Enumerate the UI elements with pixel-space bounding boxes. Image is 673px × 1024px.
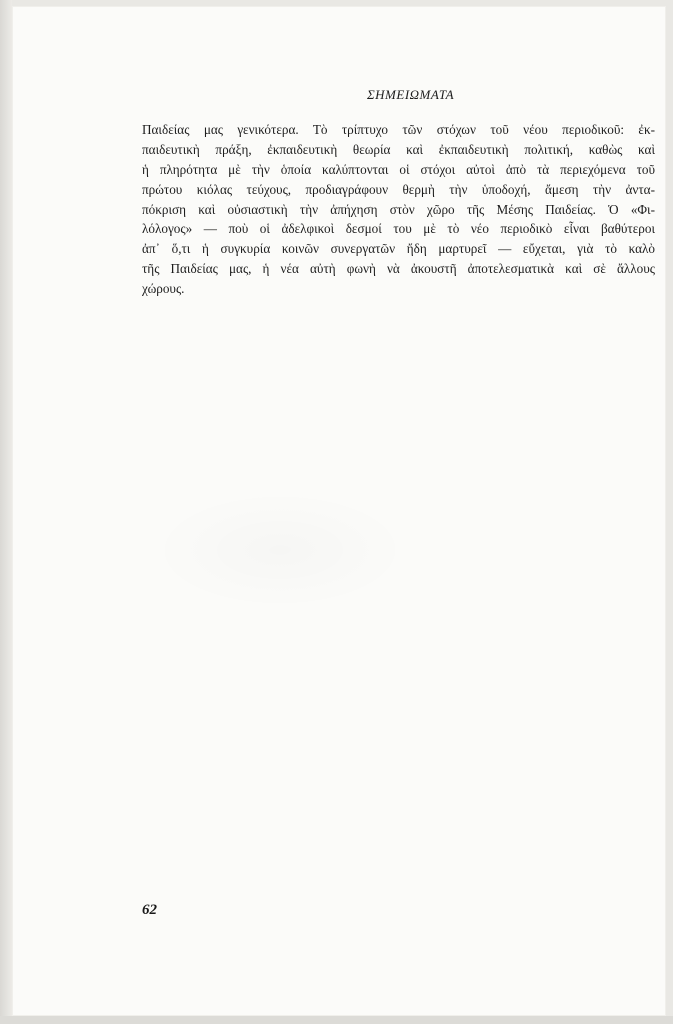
page-number: 62 [142,902,157,918]
running-title: ΣΗΜΕΙΩΜΑΤΑ [366,87,455,102]
body-paragraph [142,120,655,299]
text-line: χώρους. [142,281,185,297]
text-line: Παιδείας μας γενικότερα. Τὸ τρίπτυχο τῶν στόχων τοῦ νέου περιοδικοῦ: ἐκ- [142,122,655,137]
text-line: τῆς Παιδείας μας, ἡ νέα αὐτὴ φωνὴ νὰ ἀκουστῆ ἀποτελεσματικὰ καὶ σὲ ἄλλους [142,261,655,277]
text-line: παιδευτικὴ πράξη, ἐκπαιδευτικὴ θεωρία καὶ ἐκπαιδευτικὴ πολιτική, καθὼς καὶ [142,141,655,157]
text-line: ἀπ᾽ ὅ,τι ἡ συγκυρία κοινῶν συνεργατῶν ἤδη μαρτυρεῖ — εὔχεται, γιὰ τὸ καλὸ [142,241,655,257]
text-line: πρώτου κιόλας τεύχους, προδιαγράφουν θερμὴ τὴν ὑποδοχή, ἄμεση τὴν ἀντα- [142,181,655,197]
text-line: λόλογος» — ποὺ οἱ ἀδελφικοὶ δεσμοί του μὲ τὸ νέο περιοδικὸ εἶναι βαθύτεροι [142,221,655,237]
page-bottom-edge [0,1016,673,1024]
text-line: πόκριση καὶ οὐσιαστικὴ τὴν ἀπήχηση στὸν χῶρο τῆς Μέσης Παιδείας. Ὁ «Φι- [142,201,655,217]
show-through-shadow [150,490,410,610]
text-line: ἡ πληρότητα μὲ τὴν ὁποία καλύπτονται οἱ στόχοι αὐτοὶ ἀπὸ τὰ περιεχόμενα τοῦ [142,161,655,177]
page-left-edge [0,0,12,1024]
